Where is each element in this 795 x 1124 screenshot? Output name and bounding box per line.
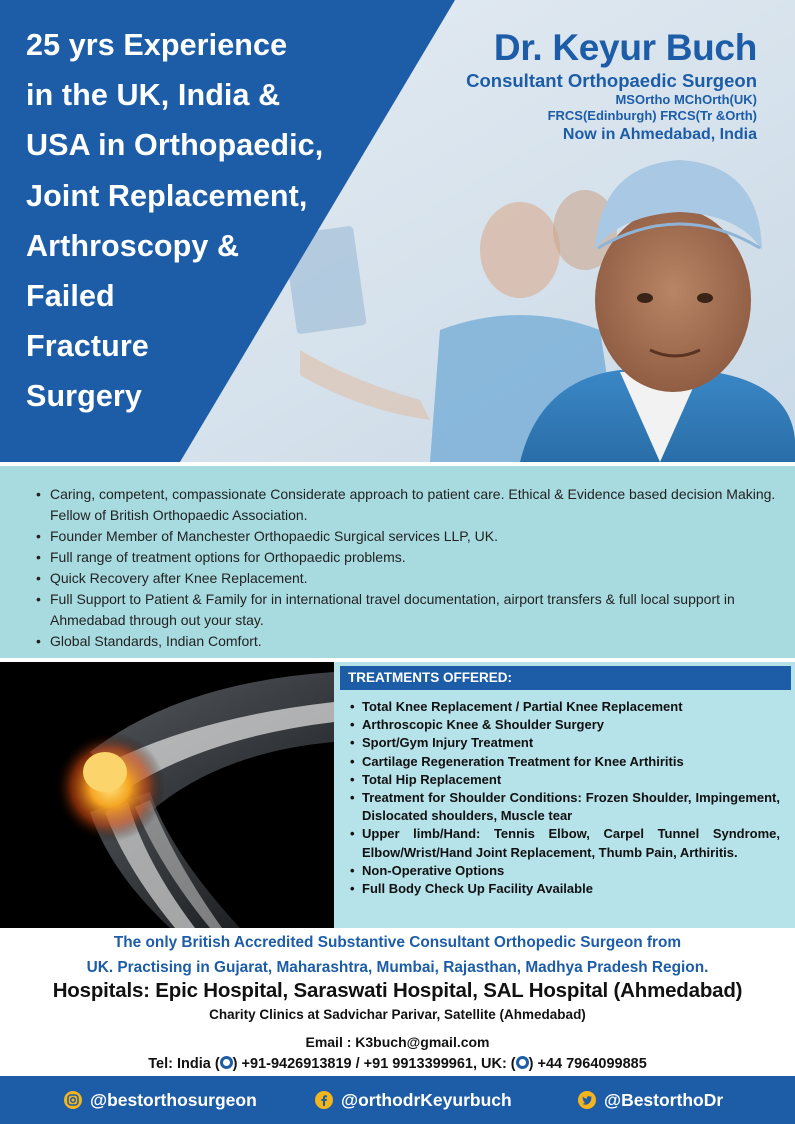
list-item: • Arthroscopic Knee & Shoulder Surgery [350, 716, 780, 734]
list-item: • Caring, competent, compassionate Considerate approach to patient care. Ethical & Evidence based decision Making. Fellow of British Orthopaedic Association. [36, 484, 776, 526]
facebook-link[interactable] [315, 1086, 512, 1114]
accreditation-line: The only British Accredited Substantive Consultant Orthopedic Surgeon from [113, 934, 682, 951]
list-item: • Upper limb/Hand: Tennis Elbow, Carpel Tunnel Syndrome, Elbow/Wrist/Hand Joint Replacement, Thumb Pain, Arthiritis. [350, 825, 780, 861]
hero-banner [0, 0, 795, 462]
email-link[interactable]: Email : K3buch@gmail.com [305, 1034, 490, 1050]
list-item: • Quick Recovery after Knee Replacement. [36, 568, 776, 589]
headline-line: Failed [26, 279, 115, 314]
doctor-title: Consultant Orthopaedic Surgeon [466, 70, 757, 91]
instagram-link[interactable] [64, 1086, 257, 1114]
list-item: • Total Knee Replacement / Partial Knee Replacement [350, 698, 780, 716]
list-item: • Full Support to Patient & Family for in international travel documentation, airport transfers & full local support in Ahmedabad through out your stay. [36, 589, 776, 631]
location-line: Now in Ahmedabad, India [562, 126, 757, 143]
doctor-name: Dr. Keyur Buch [493, 27, 757, 68]
charity-clinics-line: Charity Clinics at Sadvichar Parivar, Satellite (Ahmedabad) [209, 1007, 586, 1022]
tel-numbers: ) +91-9426913819 / +91 9913399961, UK: ( [232, 1056, 516, 1072]
treatments-heading: TREATMENTS OFFERED: [340, 666, 791, 690]
treatments-list [350, 698, 780, 898]
doctor-credentials [466, 26, 757, 145]
whatsapp-icon [220, 1056, 233, 1069]
list-item: • Founder Member of Manchester Orthopaedic Surgical services LLP, UK. [36, 526, 776, 547]
about-section [0, 462, 795, 662]
twitter-handle: @BestorthoDr [604, 1089, 724, 1110]
twitter-link[interactable] [578, 1086, 723, 1114]
list-item: • Global Standards, Indian Comfort. [36, 631, 776, 652]
list-item: • Sport/Gym Injury Treatment [350, 734, 780, 752]
list-item: • Full Body Check Up Facility Available [350, 880, 780, 898]
tel-prefix: Tel: India ( [148, 1056, 220, 1072]
headline [26, 20, 366, 422]
headline-line: USA in Orthopaedic, [26, 128, 324, 163]
list-item: • Non-Operative Options [350, 862, 780, 880]
telephone-line[interactable] [0, 1053, 795, 1075]
facebook-handle: @orthodrKeyurbuch [341, 1089, 512, 1110]
headline-line: 25 yrs Experience [26, 28, 288, 62]
headline-line: Fracture [26, 329, 149, 364]
headline-line: Surgery [26, 379, 142, 414]
twitter-icon [578, 1091, 596, 1109]
qualification-line: FRCS(Edinburgh) FRCS(Tr &Orth) [547, 108, 757, 123]
whatsapp-icon [516, 1056, 529, 1069]
list-item: • Total Hip Replacement [350, 771, 780, 789]
instagram-icon [64, 1091, 82, 1109]
headline-line: in the UK, India & [26, 78, 281, 113]
treatments-section [0, 662, 795, 928]
facebook-icon [315, 1091, 333, 1109]
social-bar [0, 1076, 795, 1124]
knee-xray-image [0, 662, 334, 928]
headline-line: Arthroscopy & [26, 228, 240, 263]
treatments-panel [334, 662, 795, 928]
about-list [36, 484, 776, 652]
knee-joint-icon [0, 662, 334, 928]
list-item: • Cartilage Regeneration Treatment for Knee Arthiritis [350, 753, 780, 771]
list-item: • Full range of treatment options for Orthopaedic problems. [36, 547, 776, 568]
contact-section [0, 928, 795, 1076]
list-item: • Treatment for Shoulder Conditions: Frozen Shoulder, Impingement, Dislocated shoulders, Muscle tear [350, 789, 780, 825]
accreditation-line: UK. Practising in Gujarat, Maharashtra, Mumbai, Rajasthan, Madhya Pradesh Region. [86, 959, 709, 976]
headline-line: Joint Replacement, [26, 178, 308, 213]
tel-uk-number: ) +44 7964099885 [528, 1056, 647, 1072]
instagram-handle: @bestorthosurgeon [90, 1089, 257, 1110]
hospitals-line: Hospitals: Epic Hospital, Saraswati Hospital, SAL Hospital (Ahmedabad) [52, 979, 743, 1002]
qualification-line: MSOrtho MChOrth(UK) [615, 92, 757, 107]
